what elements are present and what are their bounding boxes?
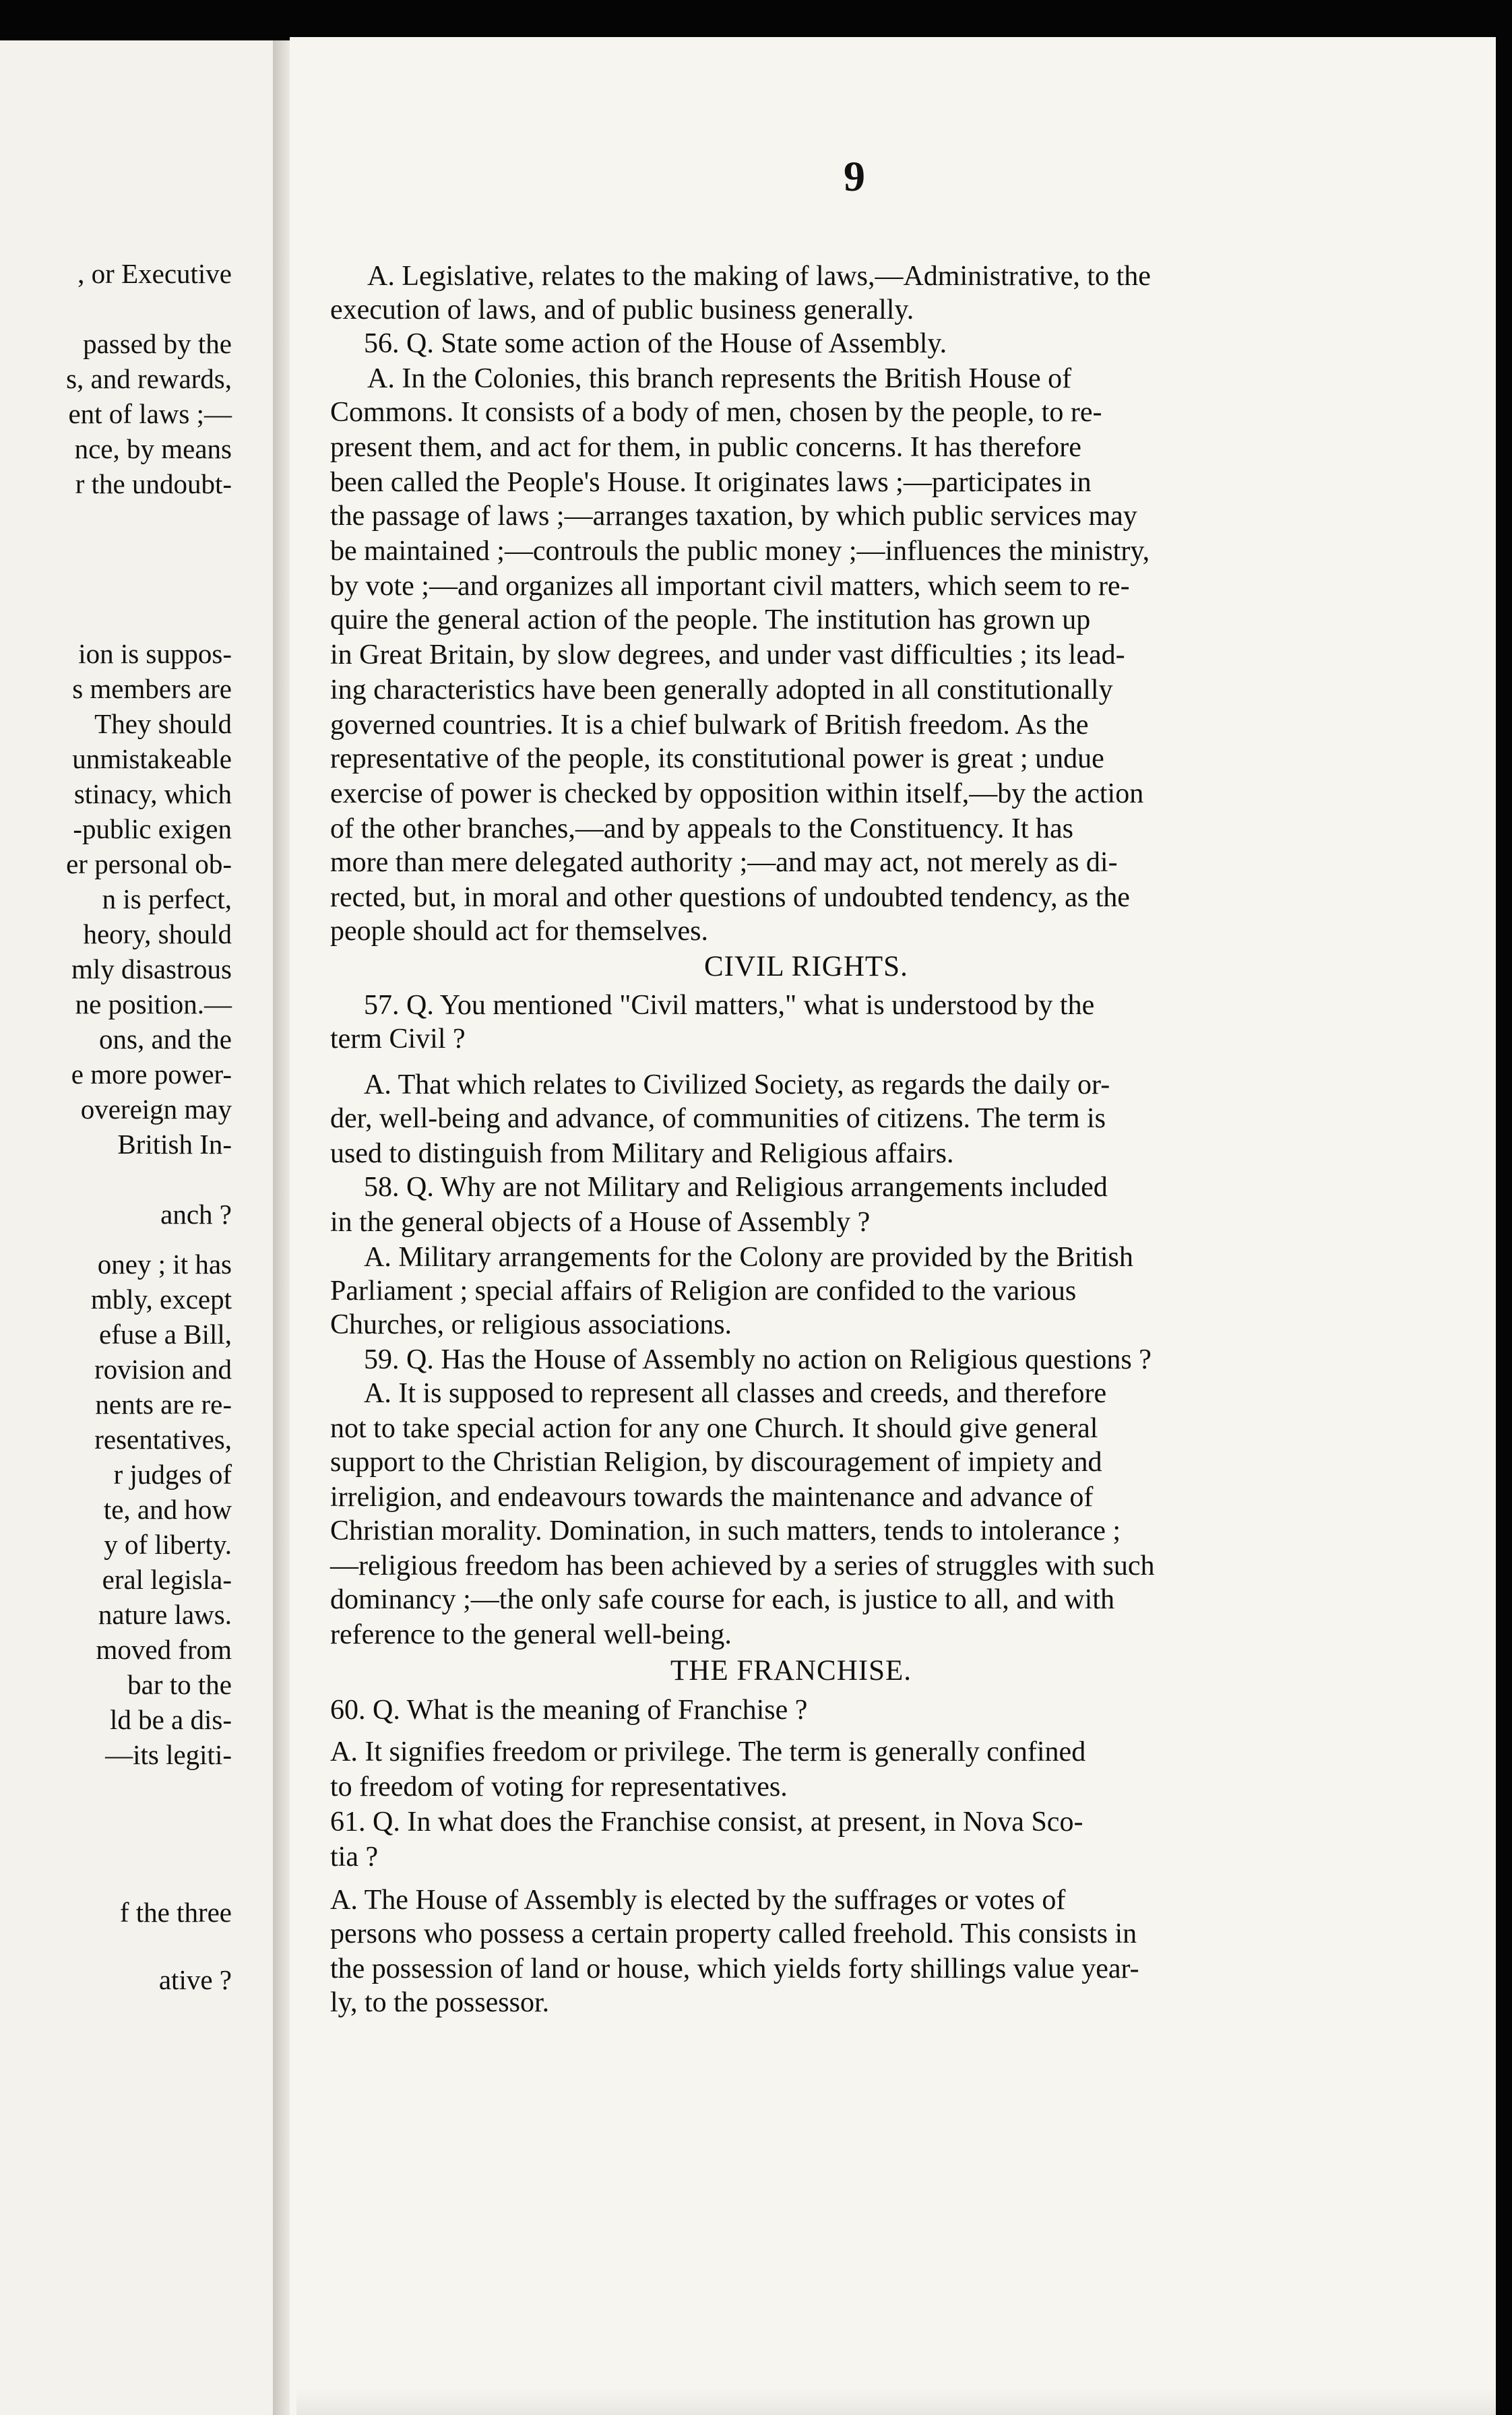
- main-page: [290, 37, 1496, 2415]
- text-line: dominancy ;—the only safe course for each, is justice to all, and with: [330, 1584, 1115, 1615]
- left-line: heory, should: [83, 918, 232, 949]
- left-line: er personal ob-: [66, 848, 232, 879]
- text-line: 58. Q. Why are not Military and Religious arrangements included: [364, 1172, 1108, 1203]
- text-line: Churches, or religious associations.: [330, 1309, 732, 1340]
- text-line: Commons. It consists of a body of men, chosen by the people, to re-: [330, 397, 1102, 428]
- text-line: of the other branches,—and by appeals to the Constituency. It has: [330, 813, 1073, 844]
- section-heading-civil-rights: CIVIL RIGHTS.: [704, 951, 908, 982]
- left-line: efuse a Bill,: [99, 1319, 232, 1350]
- text-line: quire the general action of the people. The institution has grown up: [330, 604, 1091, 635]
- text-line: persons who possess a certain property called freehold. This consists in: [330, 1918, 1137, 1949]
- text-line: 60. Q. What is the meaning of Franchise ?: [330, 1695, 808, 1726]
- text-line: Christian morality. Domination, in such matters, tends to intolerance ;: [330, 1515, 1121, 1546]
- left-line: mbly, except: [90, 1284, 232, 1315]
- left-line: unmistakeable: [72, 743, 232, 774]
- left-line: oney ; it has: [97, 1249, 232, 1280]
- text-line: ing characteristics have been generally adopted in all constitutionally: [330, 675, 1113, 705]
- text-line: 59. Q. Has the House of Assembly no action on Religious questions ?: [364, 1344, 1152, 1375]
- left-line: te, and how: [103, 1494, 232, 1525]
- text-line: der, well-being and advance, of communities of citizens. The term is: [330, 1103, 1106, 1134]
- left-line: s, and rewards,: [66, 363, 232, 394]
- text-line: in the general objects of a House of Assembly ?: [330, 1207, 871, 1238]
- left-line: nents are re-: [95, 1389, 232, 1420]
- text-line: in Great Britain, by slow degrees, and under vast difficulties ; its lead-: [330, 639, 1125, 670]
- text-line: the possession of land or house, which yields forty shillings value year-: [330, 1953, 1139, 1984]
- left-line: ent of laws ;—: [68, 398, 232, 429]
- text-line: representative of the people, its constitutional power is great ; undue: [330, 743, 1104, 774]
- left-line: n is perfect,: [102, 883, 232, 914]
- left-line: passed by the: [83, 328, 232, 359]
- left-line: bar to the: [127, 1669, 232, 1700]
- page-number: 9: [844, 152, 865, 200]
- left-line: r the undoubt-: [75, 468, 232, 499]
- text-line: —religious freedom has been achieved by a series of struggles with such: [330, 1550, 1155, 1581]
- page-shadow: [296, 2388, 1496, 2415]
- text-line: be maintained ;—controuls the public money ;—influences the ministry,: [330, 536, 1150, 567]
- left-line: overeign may: [80, 1094, 232, 1125]
- text-line: ly, to the possessor.: [330, 1987, 550, 2018]
- text-line: been called the People's House. It originates laws ;—participates in: [330, 467, 1092, 498]
- text-line: A. The House of Assembly is elected by the suffrages or votes of: [330, 1885, 1066, 1916]
- text-line: reference to the general well-being.: [330, 1619, 732, 1650]
- text-line: exercise of power is checked by opposition within itself,—by the action: [330, 778, 1144, 809]
- text-line: A. Legislative, relates to the making of laws,—Administrative, to the: [367, 261, 1151, 292]
- text-line: rected, but, in moral and other questions of undoubted tendency, as the: [330, 882, 1130, 913]
- text-line: A. It signifies freedom or privilege. The term is generally confined: [330, 1736, 1086, 1767]
- left-line: —its legiti-: [105, 1739, 232, 1770]
- text-line: governed countries. It is a chief bulwark of British freedom. As the: [330, 710, 1089, 741]
- text-line: execution of laws, and of public business generally.: [330, 294, 914, 325]
- left-page-fragment: [0, 40, 276, 2415]
- text-line: the passage of laws ;—arranges taxation, by which public services may: [330, 501, 1137, 532]
- left-line: ion is suppos-: [78, 638, 232, 669]
- text-line: not to take special action for any one Church. It should give general: [330, 1413, 1098, 1444]
- left-line: anch ?: [160, 1199, 232, 1230]
- text-line: irreligion, and endeavours towards the maintenance and advance of: [330, 1482, 1094, 1513]
- text-line: 56. Q. State some action of the House of Assembly.: [364, 328, 947, 359]
- text-line: Parliament ; special affairs of Religion are confided to the various: [330, 1276, 1077, 1307]
- text-line: 61. Q. In what does the Franchise consist, at present, in Nova Sco-: [330, 1807, 1083, 1838]
- left-line: f the three: [119, 1897, 232, 1928]
- text-line: A. It is supposed to represent all classes and creeds, and therefore: [364, 1378, 1107, 1409]
- text-line: people should act for themselves.: [330, 916, 709, 947]
- left-line: -public exigen: [73, 813, 232, 844]
- left-line: They should: [94, 708, 232, 739]
- text-line: more than mere delegated authority ;—and may act, not merely as di-: [330, 847, 1118, 878]
- left-line: moved from: [96, 1634, 232, 1665]
- text-line: used to distinguish from Military and Religious affairs.: [330, 1138, 954, 1169]
- text-line: by vote ;—and organizes all important civil matters, which seem to re-: [330, 571, 1130, 602]
- left-line: ld be a dis-: [109, 1704, 232, 1735]
- left-line: stinacy, which: [73, 778, 232, 809]
- left-line: nature laws.: [98, 1599, 232, 1630]
- text-line: present them, and act for them, in public concerns. It has therefore: [330, 432, 1081, 463]
- left-line: , or Executive: [77, 258, 232, 289]
- left-line: e more power-: [71, 1059, 232, 1090]
- text-line: 57. Q. You mentioned "Civil matters," what is understood by the: [364, 990, 1095, 1021]
- left-line: eral legisla-: [102, 1564, 232, 1595]
- text-line: to freedom of voting for representatives.: [330, 1771, 788, 1802]
- left-line: ons, and the: [99, 1024, 232, 1055]
- left-line: y of liberty.: [104, 1529, 232, 1560]
- left-line: ative ?: [158, 1964, 232, 1995]
- text-line: support to the Christian Religion, by discouragement of impiety and: [330, 1447, 1102, 1478]
- text-line: term Civil ?: [330, 1024, 466, 1055]
- left-line: nce, by means: [74, 433, 232, 464]
- text-line: A. That which relates to Civilized Society, as regards the daily or-: [364, 1069, 1110, 1100]
- text-line: A. Military arrangements for the Colony are provided by the British: [364, 1242, 1133, 1273]
- section-heading-franchise: THE FRANCHISE.: [670, 1655, 912, 1687]
- left-line: British In-: [117, 1129, 232, 1160]
- text-line: A. In the Colonies, this branch represents the British House of: [367, 363, 1072, 394]
- left-line: resentatives,: [94, 1424, 232, 1455]
- left-line: r judges of: [113, 1459, 232, 1490]
- left-line: mly disastrous: [71, 953, 232, 984]
- left-line: rovision and: [94, 1354, 232, 1385]
- left-line: ne position.—: [75, 989, 232, 1020]
- left-line: s members are: [72, 673, 232, 704]
- text-line: tia ?: [330, 1842, 379, 1873]
